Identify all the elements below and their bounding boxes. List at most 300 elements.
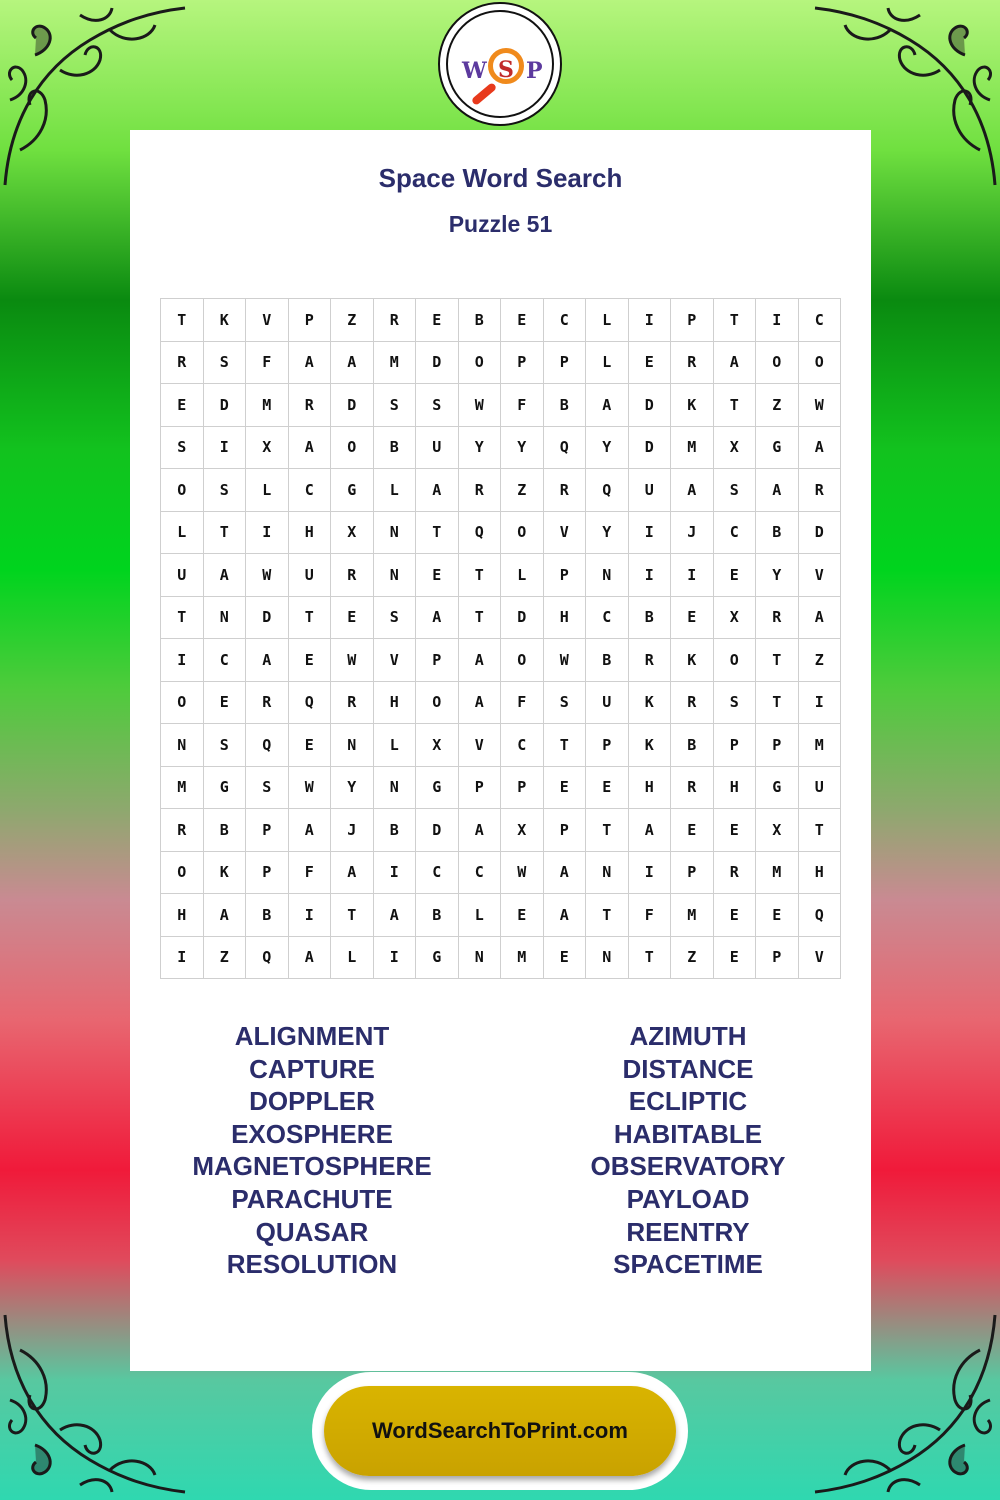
grid-cell[interactable]: A — [416, 596, 459, 639]
grid-cell[interactable]: H — [373, 681, 416, 724]
grid-cell[interactable]: I — [671, 554, 714, 597]
grid-cell[interactable]: T — [161, 299, 204, 342]
grid-cell[interactable]: Y — [458, 426, 501, 469]
grid-row — [161, 724, 841, 767]
grid-cell[interactable]: X — [756, 809, 799, 852]
grid-cell[interactable]: R — [458, 469, 501, 512]
grid-cell[interactable]: P — [501, 341, 544, 384]
grid-cell[interactable]: W — [501, 851, 544, 894]
grid-row — [161, 384, 841, 427]
grid-row — [161, 894, 841, 937]
grid-cell[interactable]: T — [288, 596, 331, 639]
grid-cell[interactable]: T — [416, 511, 459, 554]
grid-cell[interactable]: A — [586, 384, 629, 427]
grid-cell[interactable]: C — [458, 851, 501, 894]
logo-letter-w: W — [462, 58, 487, 84]
word-list-item: CAPTURE — [249, 1053, 375, 1084]
grid-cell[interactable]: T — [458, 554, 501, 597]
grid-cell[interactable]: I — [373, 936, 416, 979]
grid-cell[interactable]: R — [798, 469, 841, 512]
grid-cell[interactable]: F — [501, 384, 544, 427]
grid-cell[interactable]: N — [586, 851, 629, 894]
grid-cell[interactable]: C — [203, 639, 246, 682]
grid-cell[interactable]: F — [246, 341, 289, 384]
word-list-item: HABITABLE — [613, 1118, 763, 1149]
grid-cell[interactable]: N — [586, 936, 629, 979]
grid-cell[interactable]: F — [501, 681, 544, 724]
grid-row — [161, 299, 841, 342]
grid-cell[interactable]: J — [671, 511, 714, 554]
grid-cell[interactable]: P — [543, 554, 586, 597]
grid-cell[interactable]: I — [628, 851, 671, 894]
grid-cell[interactable]: O — [501, 639, 544, 682]
grid-cell[interactable]: U — [288, 554, 331, 597]
grid-cell[interactable]: P — [501, 766, 544, 809]
grid-cell[interactable]: B — [246, 894, 289, 937]
word-list-item: AZIMUTH — [629, 1021, 747, 1051]
grid-cell[interactable]: S — [203, 724, 246, 767]
grid-cell[interactable]: R — [756, 596, 799, 639]
grid-cell[interactable]: O — [501, 511, 544, 554]
puzzle-number: Puzzle 51 — [448, 211, 553, 237]
word-list-item: REENTRY — [626, 1216, 750, 1247]
grid-cell[interactable]: S — [203, 469, 246, 512]
grid-cell[interactable]: V — [543, 511, 586, 554]
word-list-item: OBSERVATORY — [590, 1151, 786, 1182]
grid-cell[interactable]: R — [543, 469, 586, 512]
grid-cell[interactable]: I — [373, 851, 416, 894]
grid-cell[interactable]: S — [246, 766, 289, 809]
grid-cell[interactable]: I — [628, 299, 671, 342]
grid-cell[interactable]: N — [373, 554, 416, 597]
grid-cell[interactable]: G — [416, 936, 459, 979]
grid-cell[interactable]: I — [628, 554, 671, 597]
grid-cell[interactable]: P — [713, 724, 756, 767]
grid-cell[interactable]: C — [416, 851, 459, 894]
grid-cell[interactable]: A — [798, 596, 841, 639]
grid-cell[interactable]: A — [331, 341, 374, 384]
grid-cell[interactable]: T — [331, 894, 374, 937]
grid-cell[interactable]: G — [756, 766, 799, 809]
grid-cell[interactable]: A — [288, 426, 331, 469]
grid-cell[interactable]: G — [331, 469, 374, 512]
grid-cell[interactable]: Z — [331, 299, 374, 342]
grid-cell[interactable]: A — [756, 469, 799, 512]
grid-cell[interactable]: E — [203, 681, 246, 724]
grid-cell[interactable]: Q — [458, 511, 501, 554]
grid-cell[interactable]: A — [458, 681, 501, 724]
grid-cell[interactable]: W — [288, 766, 331, 809]
grid-cell[interactable]: M — [246, 384, 289, 427]
grid-cell[interactable]: T — [203, 511, 246, 554]
grid-cell[interactable]: S — [203, 341, 246, 384]
logo-letter-p: P — [526, 58, 543, 84]
grid-cell[interactable]: I — [246, 511, 289, 554]
grid-cell[interactable]: I — [203, 426, 246, 469]
grid-cell[interactable]: K — [628, 724, 671, 767]
word-list-item: RESOLUTION — [226, 1249, 398, 1280]
grid-cell[interactable]: S — [373, 596, 416, 639]
grid-cell[interactable]: A — [288, 809, 331, 852]
grid-cell[interactable]: K — [203, 299, 246, 342]
grid-cell[interactable]: O — [416, 681, 459, 724]
grid-cell[interactable]: T — [543, 724, 586, 767]
grid-cell[interactable]: A — [543, 894, 586, 937]
grid-cell[interactable]: D — [331, 384, 374, 427]
grid-cell[interactable]: P — [458, 766, 501, 809]
word-list-item: DISTANCE — [622, 1053, 754, 1084]
grid-cell[interactable]: A — [331, 851, 374, 894]
grid-cell[interactable]: R — [331, 554, 374, 597]
grid-cell[interactable]: W — [798, 384, 841, 427]
grid-cell[interactable]: Y — [331, 766, 374, 809]
grid-cell[interactable]: A — [713, 341, 756, 384]
grid-cell[interactable]: G — [756, 426, 799, 469]
grid-cell[interactable]: O — [798, 341, 841, 384]
grid-cell[interactable]: T — [798, 809, 841, 852]
grid-cell[interactable]: T — [586, 894, 629, 937]
grid-cell[interactable]: B — [543, 384, 586, 427]
grid-cell[interactable]: A — [671, 469, 714, 512]
grid-cell[interactable]: E — [713, 936, 756, 979]
grid-cell[interactable]: X — [713, 426, 756, 469]
grid-cell[interactable]: Q — [246, 724, 289, 767]
grid-cell[interactable]: E — [501, 299, 544, 342]
grid-cell[interactable]: U — [628, 469, 671, 512]
grid-cell[interactable]: H — [628, 766, 671, 809]
grid-cell[interactable]: I — [161, 639, 204, 682]
grid-cell[interactable]: B — [458, 299, 501, 342]
grid-cell[interactable]: U — [161, 554, 204, 597]
grid-cell[interactable]: B — [586, 639, 629, 682]
website-link[interactable]: WordSearchToPrint.com — [324, 1386, 676, 1476]
grid-cell[interactable]: D — [501, 596, 544, 639]
grid-cell[interactable]: P — [756, 936, 799, 979]
grid-cell[interactable]: E — [331, 596, 374, 639]
grid-cell[interactable]: L — [458, 894, 501, 937]
grid-cell[interactable]: U — [798, 766, 841, 809]
grid-cell[interactable]: D — [628, 426, 671, 469]
grid-cell[interactable]: M — [798, 724, 841, 767]
grid-cell[interactable]: I — [288, 894, 331, 937]
grid-cell[interactable]: H — [543, 596, 586, 639]
grid-cell[interactable]: A — [416, 469, 459, 512]
grid-cell[interactable]: Q — [798, 894, 841, 937]
grid-cell[interactable]: R — [713, 851, 756, 894]
logo-letter-s: S — [498, 57, 514, 83]
grid-cell[interactable]: P — [288, 299, 331, 342]
grid-cell[interactable]: X — [331, 511, 374, 554]
grid-cell[interactable]: B — [628, 596, 671, 639]
grid-cell[interactable]: R — [288, 384, 331, 427]
grid-cell[interactable]: J — [331, 809, 374, 852]
grid-cell[interactable]: D — [203, 384, 246, 427]
grid-cell[interactable]: A — [458, 809, 501, 852]
grid-cell[interactable]: M — [161, 766, 204, 809]
puzzle-card — [130, 130, 871, 1371]
grid-cell[interactable]: L — [586, 299, 629, 342]
grid-cell[interactable]: Y — [756, 554, 799, 597]
word-list-item: MAGNETOSPHERE — [192, 1151, 432, 1182]
grid-cell[interactable]: B — [756, 511, 799, 554]
grid-cell[interactable]: O — [161, 681, 204, 724]
grid-cell[interactable]: T — [756, 639, 799, 682]
grid-cell[interactable]: E — [628, 341, 671, 384]
word-list-item: QUASAR — [255, 1216, 369, 1247]
grid-cell[interactable]: O — [161, 469, 204, 512]
grid-cell[interactable]: C — [586, 596, 629, 639]
grid-cell[interactable]: V — [246, 299, 289, 342]
grid-cell[interactable]: F — [288, 851, 331, 894]
grid-cell[interactable]: R — [161, 809, 204, 852]
grid-cell[interactable]: U — [586, 681, 629, 724]
word-list-item: ALIGNMENT — [234, 1021, 390, 1051]
grid-cell[interactable]: C — [543, 299, 586, 342]
grid-cell[interactable]: R — [373, 299, 416, 342]
word-list-item: SPACETIME — [613, 1249, 763, 1280]
grid-cell[interactable]: H — [713, 766, 756, 809]
grid-cell[interactable]: D — [416, 341, 459, 384]
grid-cell[interactable]: A — [246, 639, 289, 682]
grid-cell[interactable]: R — [671, 766, 714, 809]
grid-cell[interactable]: P — [671, 851, 714, 894]
word-list-right — [528, 1020, 848, 1281]
grid-cell[interactable]: E — [288, 639, 331, 682]
grid-cell[interactable]: L — [586, 341, 629, 384]
grid-cell[interactable]: D — [246, 596, 289, 639]
grid-cell[interactable]: N — [586, 554, 629, 597]
word-list-item: PARACHUTE — [231, 1183, 393, 1214]
grid-cell[interactable]: O — [756, 341, 799, 384]
grid-cell[interactable]: S — [161, 426, 204, 469]
grid-cell[interactable]: N — [331, 724, 374, 767]
grid-cell[interactable]: I — [798, 681, 841, 724]
grid-cell[interactable]: P — [543, 341, 586, 384]
grid-cell[interactable]: B — [416, 894, 459, 937]
grid-row — [161, 639, 841, 682]
grid-cell[interactable]: T — [458, 596, 501, 639]
grid-cell[interactable]: O — [161, 851, 204, 894]
grid-cell[interactable]: A — [543, 851, 586, 894]
grid-cell[interactable]: W — [246, 554, 289, 597]
grid-row — [161, 511, 841, 554]
grid-cell[interactable]: W — [331, 639, 374, 682]
grid-cell[interactable]: E — [416, 554, 459, 597]
grid-cell[interactable]: B — [671, 724, 714, 767]
grid-row — [161, 596, 841, 639]
grid-cell[interactable]: S — [713, 681, 756, 724]
grid-cell[interactable]: E — [586, 766, 629, 809]
grid-cell[interactable]: E — [161, 384, 204, 427]
grid-cell[interactable]: H — [288, 511, 331, 554]
grid-cell[interactable]: X — [713, 596, 756, 639]
grid-cell[interactable]: U — [416, 426, 459, 469]
grid-cell[interactable]: T — [713, 299, 756, 342]
grid-cell[interactable]: M — [756, 851, 799, 894]
grid-cell[interactable]: M — [671, 426, 714, 469]
grid-cell[interactable]: T — [161, 596, 204, 639]
footer — [312, 1372, 688, 1490]
grid-cell[interactable]: E — [756, 894, 799, 937]
grid-cell[interactable]: D — [628, 384, 671, 427]
grid-row — [161, 681, 841, 724]
grid-cell[interactable]: S — [713, 469, 756, 512]
grid-row — [161, 341, 841, 384]
grid-row — [161, 851, 841, 894]
grid-cell[interactable]: R — [161, 341, 204, 384]
grid-cell[interactable]: W — [458, 384, 501, 427]
grid-row — [161, 766, 841, 809]
grid-cell[interactable]: Q — [543, 426, 586, 469]
grid-cell[interactable]: Q — [288, 681, 331, 724]
grid-cell[interactable]: E — [416, 299, 459, 342]
grid-cell[interactable]: A — [203, 554, 246, 597]
grid-cell[interactable]: K — [671, 384, 714, 427]
grid-cell[interactable]: L — [501, 554, 544, 597]
grid-cell[interactable]: N — [161, 724, 204, 767]
grid-cell[interactable]: C — [713, 511, 756, 554]
grid-cell[interactable]: S — [416, 384, 459, 427]
grid-cell[interactable]: R — [671, 681, 714, 724]
grid-cell[interactable]: E — [713, 809, 756, 852]
grid-cell[interactable]: H — [798, 851, 841, 894]
grid-cell[interactable]: Q — [586, 469, 629, 512]
grid-cell[interactable]: A — [373, 894, 416, 937]
word-list-item: DOPPLER — [249, 1086, 375, 1117]
grid-cell[interactable]: V — [458, 724, 501, 767]
grid-cell[interactable]: P — [543, 809, 586, 852]
grid-row — [161, 426, 841, 469]
grid-cell[interactable]: Y — [501, 426, 544, 469]
grid-cell[interactable]: Z — [756, 384, 799, 427]
grid-cell[interactable]: D — [416, 809, 459, 852]
grid-cell[interactable]: A — [203, 894, 246, 937]
grid-cell[interactable]: S — [373, 384, 416, 427]
grid-cell[interactable]: R — [628, 639, 671, 682]
grid-cell[interactable]: O — [331, 426, 374, 469]
grid-cell[interactable]: P — [586, 724, 629, 767]
grid-cell[interactable]: L — [373, 469, 416, 512]
word-list-item: EXOSPHERE — [231, 1118, 393, 1149]
grid-row — [161, 809, 841, 852]
grid-cell[interactable]: M — [501, 936, 544, 979]
grid-cell[interactable]: E — [501, 894, 544, 937]
logo-ring — [446, 10, 554, 118]
grid-cell[interactable]: C — [288, 469, 331, 512]
grid-cell[interactable]: X — [501, 809, 544, 852]
grid-cell[interactable]: H — [161, 894, 204, 937]
grid-cell[interactable]: T — [756, 681, 799, 724]
grid-cell[interactable]: G — [203, 766, 246, 809]
grid-cell[interactable]: P — [671, 299, 714, 342]
grid-cell[interactable]: V — [373, 639, 416, 682]
grid-cell[interactable]: E — [671, 809, 714, 852]
grid-row — [161, 469, 841, 512]
grid-cell[interactable]: Z — [671, 936, 714, 979]
grid-cell[interactable]: B — [373, 809, 416, 852]
grid-cell[interactable]: S — [543, 681, 586, 724]
page-title: Space Word Search — [378, 163, 623, 193]
grid-row — [161, 936, 841, 979]
grid-cell[interactable]: R — [331, 681, 374, 724]
grid-cell[interactable]: B — [373, 426, 416, 469]
grid-cell[interactable]: I — [628, 511, 671, 554]
grid-cell[interactable]: C — [798, 299, 841, 342]
grid-cell[interactable]: A — [288, 936, 331, 979]
grid-cell[interactable]: V — [798, 554, 841, 597]
grid-cell[interactable]: Y — [586, 511, 629, 554]
grid-cell[interactable]: K — [203, 851, 246, 894]
grid-cell[interactable]: A — [288, 341, 331, 384]
grid-cell[interactable]: E — [543, 936, 586, 979]
grid-cell[interactable]: W — [543, 639, 586, 682]
grid-cell[interactable]: P — [416, 639, 459, 682]
grid-cell[interactable]: Y — [586, 426, 629, 469]
grid-cell[interactable]: E — [671, 596, 714, 639]
word-list-item: ECLIPTIC — [628, 1086, 748, 1117]
grid-cell[interactable]: R — [246, 681, 289, 724]
grid-cell[interactable]: R — [671, 341, 714, 384]
grid-cell[interactable]: N — [373, 766, 416, 809]
grid-row — [161, 554, 841, 597]
grid-cell[interactable]: E — [713, 894, 756, 937]
grid-cell[interactable]: A — [458, 639, 501, 682]
grid-cell[interactable]: I — [161, 936, 204, 979]
grid-cell[interactable]: D — [798, 511, 841, 554]
grid-cell[interactable]: L — [331, 936, 374, 979]
grid-cell[interactable]: A — [628, 809, 671, 852]
grid-cell[interactable]: T — [586, 809, 629, 852]
grid-cell[interactable]: Z — [501, 469, 544, 512]
grid-cell[interactable]: K — [671, 639, 714, 682]
grid-cell[interactable]: L — [373, 724, 416, 767]
grid-cell[interactable]: X — [246, 426, 289, 469]
grid-cell[interactable]: P — [246, 851, 289, 894]
grid-cell[interactable]: I — [756, 299, 799, 342]
magnifier-handle — [471, 82, 498, 106]
grid-cell[interactable]: V — [798, 936, 841, 979]
grid-cell[interactable]: N — [203, 596, 246, 639]
grid-cell[interactable]: A — [798, 426, 841, 469]
grid-cell[interactable]: C — [501, 724, 544, 767]
grid-cell[interactable]: O — [458, 341, 501, 384]
grid-cell[interactable]: G — [416, 766, 459, 809]
grid-cell[interactable]: E — [543, 766, 586, 809]
grid-cell[interactable]: T — [628, 936, 671, 979]
grid-cell[interactable]: E — [713, 554, 756, 597]
grid-cell[interactable]: N — [373, 511, 416, 554]
grid-cell[interactable]: E — [288, 724, 331, 767]
letter-grid — [160, 298, 841, 979]
grid-cell[interactable]: P — [246, 809, 289, 852]
grid-cell[interactable]: P — [756, 724, 799, 767]
grid-cell[interactable]: T — [713, 384, 756, 427]
grid-cell[interactable]: Z — [203, 936, 246, 979]
grid-cell[interactable]: L — [246, 469, 289, 512]
grid-cell[interactable]: F — [628, 894, 671, 937]
grid-cell[interactable]: Z — [798, 639, 841, 682]
grid-cell[interactable]: O — [713, 639, 756, 682]
grid-cell[interactable]: B — [203, 809, 246, 852]
word-list-item: PAYLOAD — [626, 1183, 750, 1214]
grid-cell[interactable]: X — [416, 724, 459, 767]
grid-cell[interactable]: N — [458, 936, 501, 979]
grid-cell[interactable]: Q — [246, 936, 289, 979]
grid-cell[interactable]: M — [671, 894, 714, 937]
grid-cell[interactable]: K — [628, 681, 671, 724]
grid-cell[interactable]: L — [161, 511, 204, 554]
grid-cell[interactable]: M — [373, 341, 416, 384]
